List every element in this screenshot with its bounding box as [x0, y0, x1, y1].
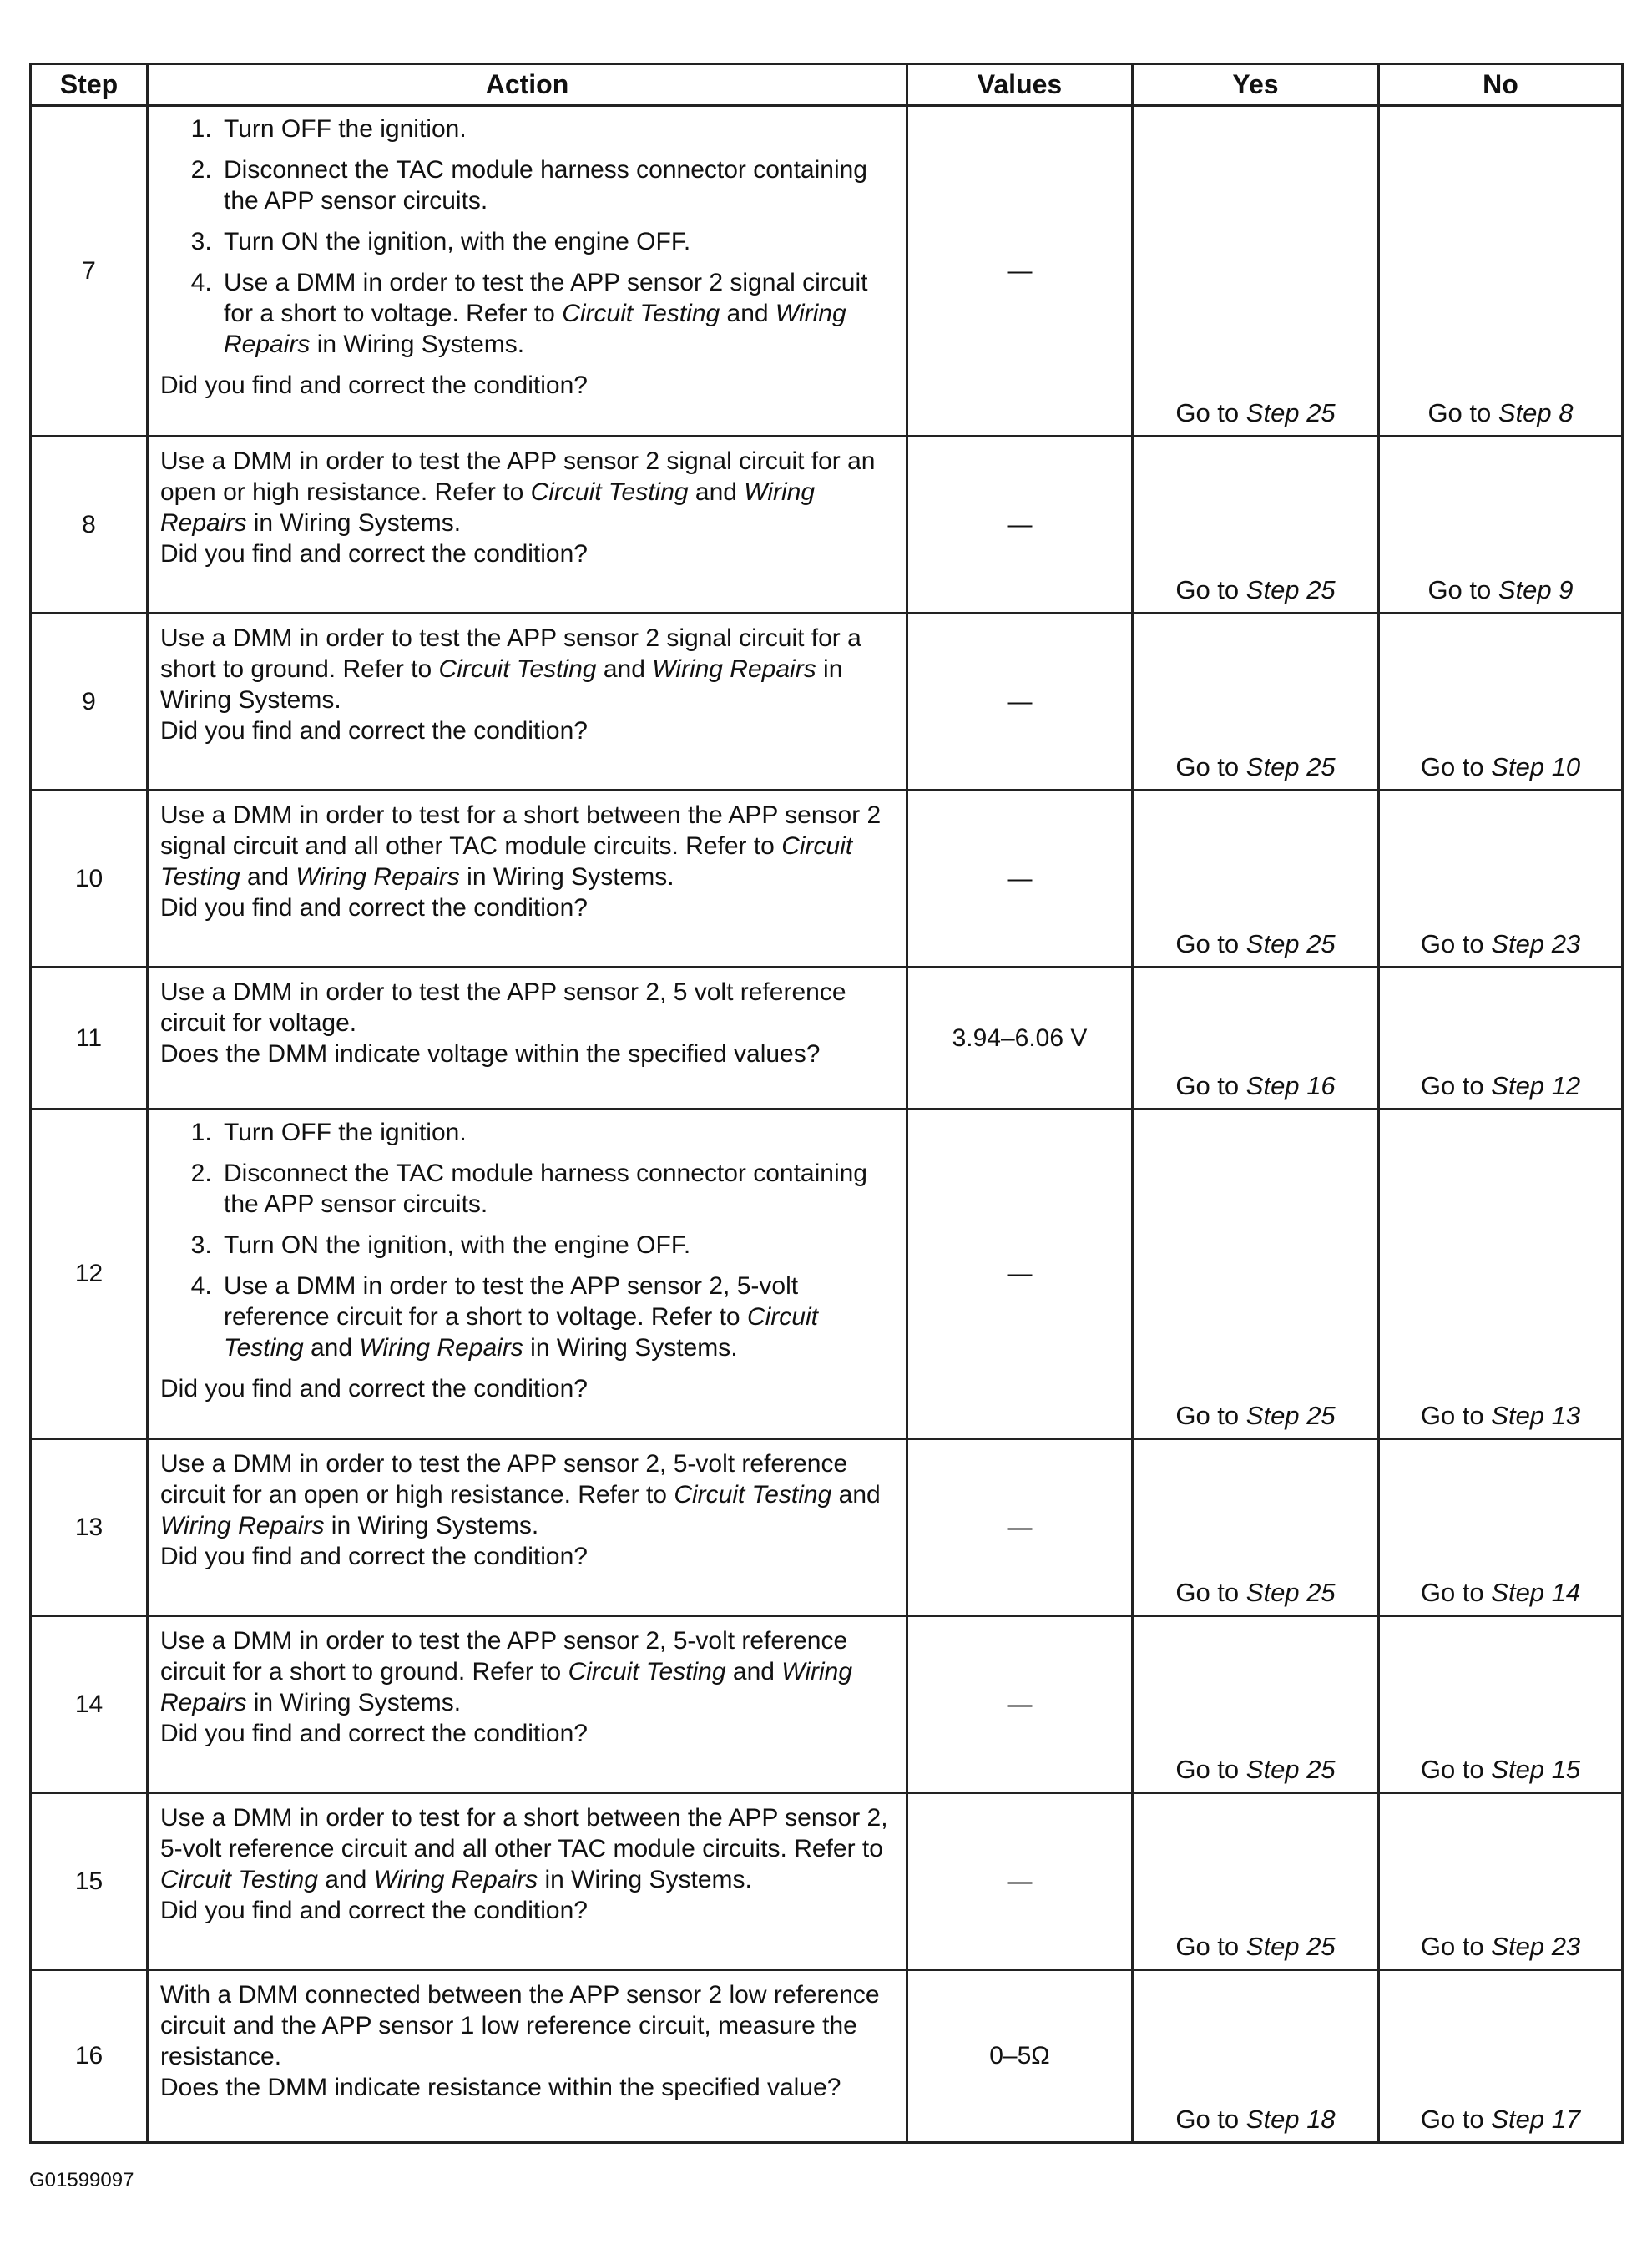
table-row [31, 437, 1623, 614]
step-number: 13 [31, 1439, 148, 1616]
value-cell: — [907, 1109, 1133, 1439]
yes-goto-link[interactable]: Step 25 [1245, 1932, 1336, 1961]
list-item: 3. Turn ON the ignition, with the engine OFF. [219, 226, 894, 257]
value-cell: — [907, 1793, 1133, 1970]
no-cell: Go to Step 23 [1379, 1793, 1623, 1970]
yes-goto-link[interactable]: Step 25 [1245, 1755, 1336, 1784]
yes-cell: Go to Step 25 [1133, 1793, 1379, 1970]
table-row [31, 106, 1623, 437]
question-text: Does the DMM indicate resistance within the specified value? [160, 2074, 841, 2101]
question-text: Did you find and correct the condition? [160, 1375, 588, 1402]
no-goto-link[interactable]: Step 17 [1491, 2105, 1581, 2134]
action-cell [148, 1439, 907, 1616]
no-goto-link[interactable]: Step 15 [1491, 1755, 1581, 1784]
list-item: 2. Disconnect the TAC module harness connector containing the APP sensor circuits. [219, 1158, 894, 1220]
no-goto-link[interactable]: Step 13 [1491, 1401, 1581, 1430]
step-number: 14 [31, 1616, 148, 1793]
value-cell: — [907, 1616, 1133, 1793]
value-cell: 0–5Ω [907, 1970, 1133, 2143]
action-text: Use a DMM in order to test the APP sensor 2, 5 volt reference circuit for voltage. [160, 978, 846, 1037]
yes-cell: Go to Step 18 [1133, 1970, 1379, 2143]
table-row [31, 1109, 1623, 1439]
action-cell [148, 1109, 907, 1439]
action-cell [148, 791, 907, 968]
list-item: 2. Disconnect the TAC module harness connector containing the APP sensor circuits. [219, 154, 894, 216]
no-cell: Go to Step 12 [1379, 968, 1623, 1109]
yes-goto-link[interactable]: Step 25 [1245, 1578, 1336, 1607]
no-goto-link[interactable]: Step 23 [1491, 929, 1581, 958]
header-action: Action [148, 64, 907, 106]
no-cell: Go to Step 10 [1379, 614, 1623, 791]
circuit-testing-ref: Circuit Testing [562, 300, 720, 327]
header-step: Step [31, 64, 148, 106]
table-row [31, 791, 1623, 968]
no-goto-link[interactable]: Step 8 [1498, 398, 1574, 427]
yes-cell: Go to Step 25 [1133, 1109, 1379, 1439]
yes-goto-link[interactable]: Step 25 [1245, 1401, 1336, 1430]
step-number: 16 [31, 1970, 148, 2143]
wiring-repairs-ref: Wiring Repairs [224, 300, 846, 358]
yes-cell: Go to Step 25 [1133, 614, 1379, 791]
action-text: Use a DMM in order to test for a short between the APP sensor 2 signal circuit and all other TAC module circuits. Refer to Circuit Testing and Wiring Repairs in Wiring Systems. [160, 801, 882, 891]
yes-goto-link[interactable]: Step 16 [1245, 1071, 1336, 1100]
value-cell: — [907, 791, 1133, 968]
yes-cell: Go to Step 25 [1133, 791, 1379, 968]
action-cell [148, 1793, 907, 1970]
action-text: Use a DMM in order to test the APP sensor 2 signal circuit for a short to ground. Refer to Circuit Testing and Wiring Repairs in Wiring Systems. [160, 624, 861, 714]
yes-cell: Go to Step 25 [1133, 437, 1379, 614]
no-goto-link[interactable]: Step 23 [1491, 1932, 1581, 1961]
no-cell: Go to Step 15 [1379, 1616, 1623, 1793]
step-number: 15 [31, 1793, 148, 1970]
table-row [31, 1439, 1623, 1616]
action-text: Use a DMM in order to test the APP sensor 2, 5-volt reference circuit for an open or high resistance. Refer to Circuit Testing and Wiring Repairs in Wiring Systems. [160, 1450, 881, 1539]
no-cell: Go to Step 17 [1379, 1970, 1623, 2143]
question-text: Did you find and correct the condition? [160, 540, 588, 568]
yes-cell: Go to Step 25 [1133, 1616, 1379, 1793]
action-cell [148, 1616, 907, 1793]
wiring-systems-ref: in Wiring Systems. [316, 331, 525, 358]
question-text: Did you find and correct the condition? [160, 894, 588, 922]
step-number: 9 [31, 614, 148, 791]
yes-cell: Go to Step 16 [1133, 968, 1379, 1109]
no-goto-link[interactable]: Step 12 [1491, 1071, 1581, 1100]
no-cell: Go to Step 14 [1379, 1439, 1623, 1616]
step-number: 7 [31, 106, 148, 437]
step-number: 10 [31, 791, 148, 968]
value-cell: 3.94–6.06 V [907, 968, 1133, 1109]
yes-cell: Go to Step 25 [1133, 1439, 1379, 1616]
question-text: Did you find and correct the condition? [160, 717, 588, 745]
diagnostic-steps-table [29, 63, 1624, 2144]
no-goto-link[interactable]: Step 10 [1491, 752, 1581, 781]
action-text: Use a DMM in order to test the APP sensor 2 signal circuit for a short to voltage. Refer to [224, 269, 868, 327]
figure-code: G01599097 [29, 2169, 134, 2191]
question-text: Did you find and correct the condition? [160, 1720, 588, 1747]
header-yes: Yes [1133, 64, 1379, 106]
table-row [31, 1793, 1623, 1970]
yes-goto-link[interactable]: Step 25 [1245, 752, 1336, 781]
action-cell [148, 437, 907, 614]
list-item: 4. Use a DMM in order to test the APP sensor 2, 5-volt reference circuit for a short to voltage. Refer to Circuit Testing and Wiring Repairs in Wiring Systems. [219, 1271, 894, 1363]
table-row [31, 1616, 1623, 1793]
table-row [31, 968, 1623, 1109]
yes-cell: Go to Step 25 [1133, 106, 1379, 437]
list-item: 3. Turn ON the ignition, with the engine OFF. [219, 1230, 894, 1261]
question-text: Did you find and correct the condition? [160, 1897, 588, 1924]
step-number: 12 [31, 1109, 148, 1439]
no-goto-link[interactable]: Step 14 [1491, 1578, 1581, 1607]
action-text: Use a DMM in order to test the APP sensor 2 signal circuit for an open or high resistance. Refer to Circuit Testing and Wiring Repairs in Wiring Systems. [160, 447, 876, 537]
no-cell: Go to Step 9 [1379, 437, 1623, 614]
value-cell: — [907, 614, 1133, 791]
action-text: With a DMM connected between the APP sensor 2 low reference circuit and the APP sensor 1 low reference circuit, measure the resistance. [160, 1981, 880, 2070]
value-cell: — [907, 1439, 1133, 1616]
question-text: Did you find and correct the condition? [160, 1543, 588, 1570]
action-cell [148, 106, 907, 437]
no-goto-link[interactable]: Step 9 [1498, 575, 1574, 604]
list-item: 1. Turn OFF the ignition. [219, 1117, 894, 1148]
no-cell: Go to Step 8 [1379, 106, 1623, 437]
no-cell: Go to Step 23 [1379, 791, 1623, 968]
yes-goto-link[interactable]: Step 25 [1245, 575, 1336, 604]
action-text: Use a DMM in order to test the APP sensor 2, 5-volt reference circuit for a short to ground. Refer to Circuit Testing and Wiring Repairs in Wiring Systems. [160, 1627, 853, 1716]
table-header-row [31, 64, 1623, 106]
value-cell: — [907, 437, 1133, 614]
list-item: 1. Turn OFF the ignition. [219, 114, 894, 144]
step-number: 8 [31, 437, 148, 614]
step-number: 11 [31, 968, 148, 1109]
yes-goto-link[interactable]: Step 25 [1245, 929, 1336, 958]
action-list [160, 1117, 894, 1373]
list-item: 4. Use a DMM in order to test the APP sensor 2 signal circuit for a short to voltage. Refer to Circuit Testing and Wiring Repairs in Wiring Systems. [219, 267, 894, 360]
value-cell: — [907, 106, 1133, 437]
action-cell [148, 968, 907, 1109]
action-text: Use a DMM in order to test for a short between the APP sensor 2, 5-volt reference circuit and all other TAC module circuits. Refer to Circuit Testing and Wiring Repairs in Wiring Systems. [160, 1804, 888, 1893]
table-row [31, 1970, 1623, 2143]
no-cell: Go to Step 13 [1379, 1109, 1623, 1439]
table-row [31, 614, 1623, 791]
question-text: Did you find and correct the condition? [160, 371, 588, 399]
yes-goto-link[interactable]: Step 25 [1245, 398, 1336, 427]
action-cell [148, 1970, 907, 2143]
question-text: Does the DMM indicate voltage within the specified values? [160, 1040, 821, 1068]
action-cell [148, 614, 907, 791]
yes-goto-link[interactable]: Step 18 [1245, 2105, 1336, 2134]
action-list [160, 114, 894, 370]
header-no: No [1379, 64, 1623, 106]
header-values: Values [907, 64, 1133, 106]
